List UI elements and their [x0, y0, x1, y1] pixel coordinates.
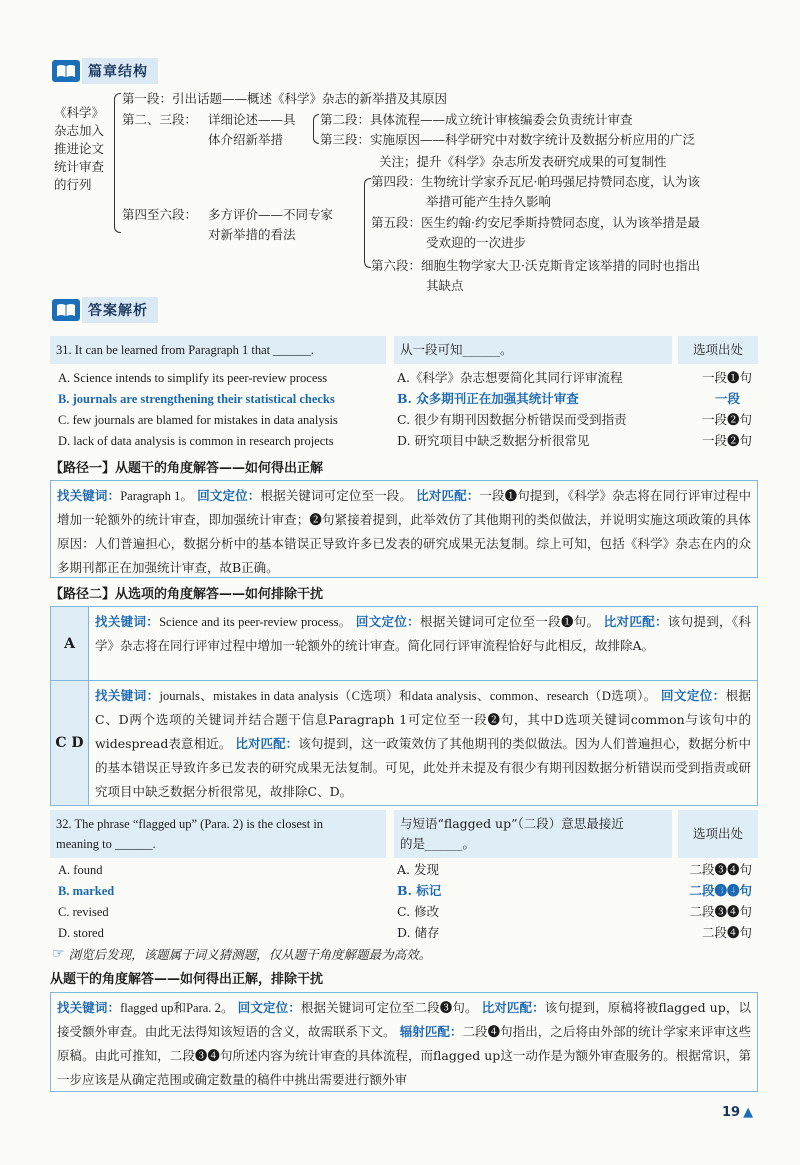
q32-stem-cn-line1: 与短语“flagged up”（二段）意思最接近: [400, 816, 624, 831]
q32-option-a-en: A. found: [58, 863, 103, 877]
q31-stem-cn: 从一段可知______。: [394, 336, 672, 364]
locate-label: 回文定位：: [197, 488, 261, 503]
para1-summary: 第一段：引出话题——概述《科学》杂志的新举措及其原因: [122, 91, 448, 106]
q31-path1-heading: 【路径一】从题干的角度解答——如何得出正解: [50, 461, 324, 476]
q32-option-d-en: D. stored: [58, 926, 104, 940]
section-header-answers: 答案解析: [52, 297, 158, 323]
q32-path-heading: 从题干的角度解答——如何得出正解，排除干扰: [50, 972, 324, 987]
q31-source-c: 一段❷句: [701, 412, 752, 427]
book-icon: [52, 299, 80, 321]
q31-option-d-cn: D. 研究项目中缺乏数据分析很常见: [397, 433, 590, 448]
match-text: 该句提到，《科学》杂志将在同行评审过程中增加一轮额外的统计审查。简化同行评审流程恰好与此相反，故排除A。: [95, 614, 751, 653]
row-label-cd: C D: [51, 681, 89, 805]
q32-tip-text: 浏览后发现，该题属于词义猜测题，仅从题干角度解题最为高效。: [68, 947, 432, 962]
q31-source-a: 一段❶句: [701, 370, 752, 385]
keyword-text: Science and its peer-review process。: [159, 615, 352, 629]
locate-label: 回文定位：: [237, 1000, 301, 1015]
para5-summary: 第五段：医生约翰·约安尼季斯持赞同态度，认为该举措是最: [371, 215, 700, 230]
brace-p46: [364, 178, 371, 268]
locate-label: 回文定位：: [355, 614, 420, 629]
q32-stem-cn: [394, 810, 672, 858]
para4-summary: 第四段：生物统计学家乔瓦尼·帕玛强尼持赞同态度，认为该: [371, 174, 700, 189]
q32-explanation: [50, 992, 758, 1092]
q31-path2-heading: 【路径二】从选项的角度解答——如何排除干扰: [50, 587, 324, 602]
q31-source-d: 一段❷句: [701, 433, 752, 448]
para46-desc2: 对新举措的看法: [208, 227, 296, 242]
row-option-a: [51, 607, 757, 681]
keyword-text: flagged up和Para. 2。: [120, 1001, 234, 1015]
q32-source-head: 选项出处: [678, 810, 758, 858]
page-number: [722, 1105, 753, 1120]
keyword-label: 找关键词：: [95, 688, 160, 703]
para46-label: 第四至六段：: [122, 207, 198, 222]
keyword-text: Paragraph 1。: [120, 489, 194, 503]
page-number-text: 19: [722, 1105, 741, 1120]
row-content-cd: [89, 681, 757, 805]
match-text: 一段❶句提到，《科学》杂志将在同行评审过程中增加一轮额外的统计审查，即加强统计审查；❷句紧接着提到，此举效仿了其他期刊的类似做法，并说明实施这项政策的具体原因：人们普遍担心，数据分析中的基本错误正导致许多已发表的研究成果无法复制。综上可知，包括《科学》杂志在内的众多期刊都正在加强统计审查，故B正确。: [57, 488, 751, 575]
q31-path2-table: [50, 606, 758, 806]
q31-option-a-en: A. Science intends to simplify its peer-review process: [58, 371, 328, 385]
para46-desc: 多方评价——不同专家: [208, 207, 334, 222]
locate-label: 回文定位：: [661, 688, 726, 703]
q32-source-d: 二段❹句: [701, 925, 752, 940]
q31-source-head: 选项出处: [678, 336, 758, 364]
keyword-label: 找关键词：: [57, 488, 121, 503]
q32-option-d-cn: D. 储存: [397, 925, 440, 940]
locate-text: 根据关键词可定位至一段❶句。: [420, 614, 600, 629]
match-text: 该句提到，原稿将被flagged up，以接受额外审查。由此无法得知该短语的含义，故需联系下文。: [57, 1000, 751, 1039]
brace-p23: [313, 114, 319, 144]
para6-summary-2: 其缺点: [426, 278, 464, 293]
locate-text: 根据关键词可定位至一段。: [260, 488, 413, 503]
match-label: 比对匹配：: [416, 488, 480, 503]
para3-summary: 第三段：实施原因——科学研究中对数字统计及数据分析应用的广泛: [320, 132, 696, 147]
match-label: 比对匹配：: [235, 736, 299, 751]
keyword-text: journals、mistakes in data analysis（C选项）和data analysis、common、research（D选项）。: [159, 689, 657, 703]
keyword-label: 找关键词：: [95, 614, 160, 629]
para3-summary-2: 关注；提升《科学》杂志所发表研究成果的可复制性: [379, 154, 667, 169]
q32-stem-en-line2: meaning to ______.: [56, 837, 156, 851]
q32-stem-en-line1: 32. The phrase “flagged up” (Para. 2) is the closest in: [56, 817, 324, 831]
q31-option-b-en: B. journals are strengthening their statistical checks: [58, 392, 335, 406]
q31-option-a-cn: A.《科学》杂志想要简化其同行评审流程: [397, 370, 623, 385]
para4-summary-2: 举措可能产生持久影响: [426, 194, 552, 209]
keyword-label: 找关键词：: [57, 1000, 121, 1015]
radiate-text: 二段❹句指出，之后将由外部的统计学家来评审这些原稿。由此可推知，二段❸❹句所述内容为统计审查的具体流程，而flagged up这一动作是为额外审查服务的。根据常识，第一步应该是从确定范围或确定数量的稿件中挑出需要进行额外审: [57, 1024, 751, 1087]
q31-source-b: 一段: [714, 391, 740, 406]
para23-label: 第二、三段：: [122, 112, 198, 127]
topic-text: 《科学》 杂志加入 推进论文 统计审查 的行列: [54, 105, 105, 192]
q32-source-b: 二段❸❹句: [689, 883, 752, 898]
cap-icon: ▲: [743, 1105, 754, 1120]
q32-option-b-en: B. marked: [58, 884, 115, 898]
para23-desc: 详细论述——具: [208, 112, 296, 127]
q31-option-c-en: C. few journals are blamed for mistakes in data analysis: [58, 413, 338, 427]
book-icon: [52, 60, 80, 82]
row-option-cd: [51, 681, 757, 805]
q31-stem-row: [50, 336, 758, 364]
match-label: 比对匹配：: [481, 1000, 545, 1015]
q31-option-d-en: D. lack of data analysis is common in research projects: [58, 434, 334, 448]
match-label: 比对匹配：: [603, 614, 668, 629]
q32-tip: [52, 945, 431, 963]
row-label-a: A: [51, 607, 89, 680]
q31-stem-en: 31. It can be learned from Paragraph 1 that ______.: [50, 336, 386, 364]
q32-option-c-en: C. revised: [58, 905, 109, 919]
para2-summary: 第二段：具体流程——成立统计审核编委会负责统计审查: [320, 112, 633, 127]
q31-path1-explanation: [50, 480, 758, 578]
q32-source-c: 二段❸❹句: [689, 904, 752, 919]
q32-stem-cn-line2: 的是______。: [400, 836, 476, 851]
q31-option-b-cn: B. 众多期刊正在加强其统计审查: [397, 391, 579, 406]
para6-summary: 第六段：细胞生物学家大卫·沃克斯肯定该举措的同时也指出: [371, 258, 700, 273]
para23-desc2: 体介绍新举措: [208, 132, 284, 147]
locate-text: 根据关键词可定位至二段❸句。: [300, 1000, 478, 1015]
q32-stem-row: [50, 810, 758, 858]
pointing-hand-icon: ☞: [52, 946, 65, 962]
para5-summary-2: 受欢迎的一次进步: [426, 235, 527, 250]
row-content-a: [89, 607, 757, 680]
locate-text: 根据C、D两个选项的关键词并结合题干信息Paragraph 1可定位至一段❷句，其中D选项关键词common与该句中的widespread表意相近。: [95, 688, 751, 751]
q32-option-b-cn: B. 标记: [397, 883, 442, 898]
radiate-label: 辐射匹配：: [399, 1024, 463, 1039]
q31-option-c-cn: C. 很少有期刊因数据分析错误而受到指责: [397, 412, 627, 427]
q32-source-a: 二段❸❹句: [689, 862, 752, 877]
q32-stem-en: [50, 810, 386, 858]
match-text: 该句提到，这一政策效仿了其他期刊的类似做法。因为人们普遍担心，数据分析中的基本错误正导致许多已发表的研究成果无法复制。可见，此处并未提及有很少有期刊因数据分析错误而受到指责或研究项目中缺乏数据分析很常见，故排除C、D。: [95, 736, 751, 799]
brace-main: [114, 93, 121, 233]
section-header-structure: 篇章结构: [52, 58, 158, 84]
q32-option-a-cn: A. 发现: [397, 862, 439, 877]
q32-option-c-cn: C. 修改: [397, 904, 440, 919]
